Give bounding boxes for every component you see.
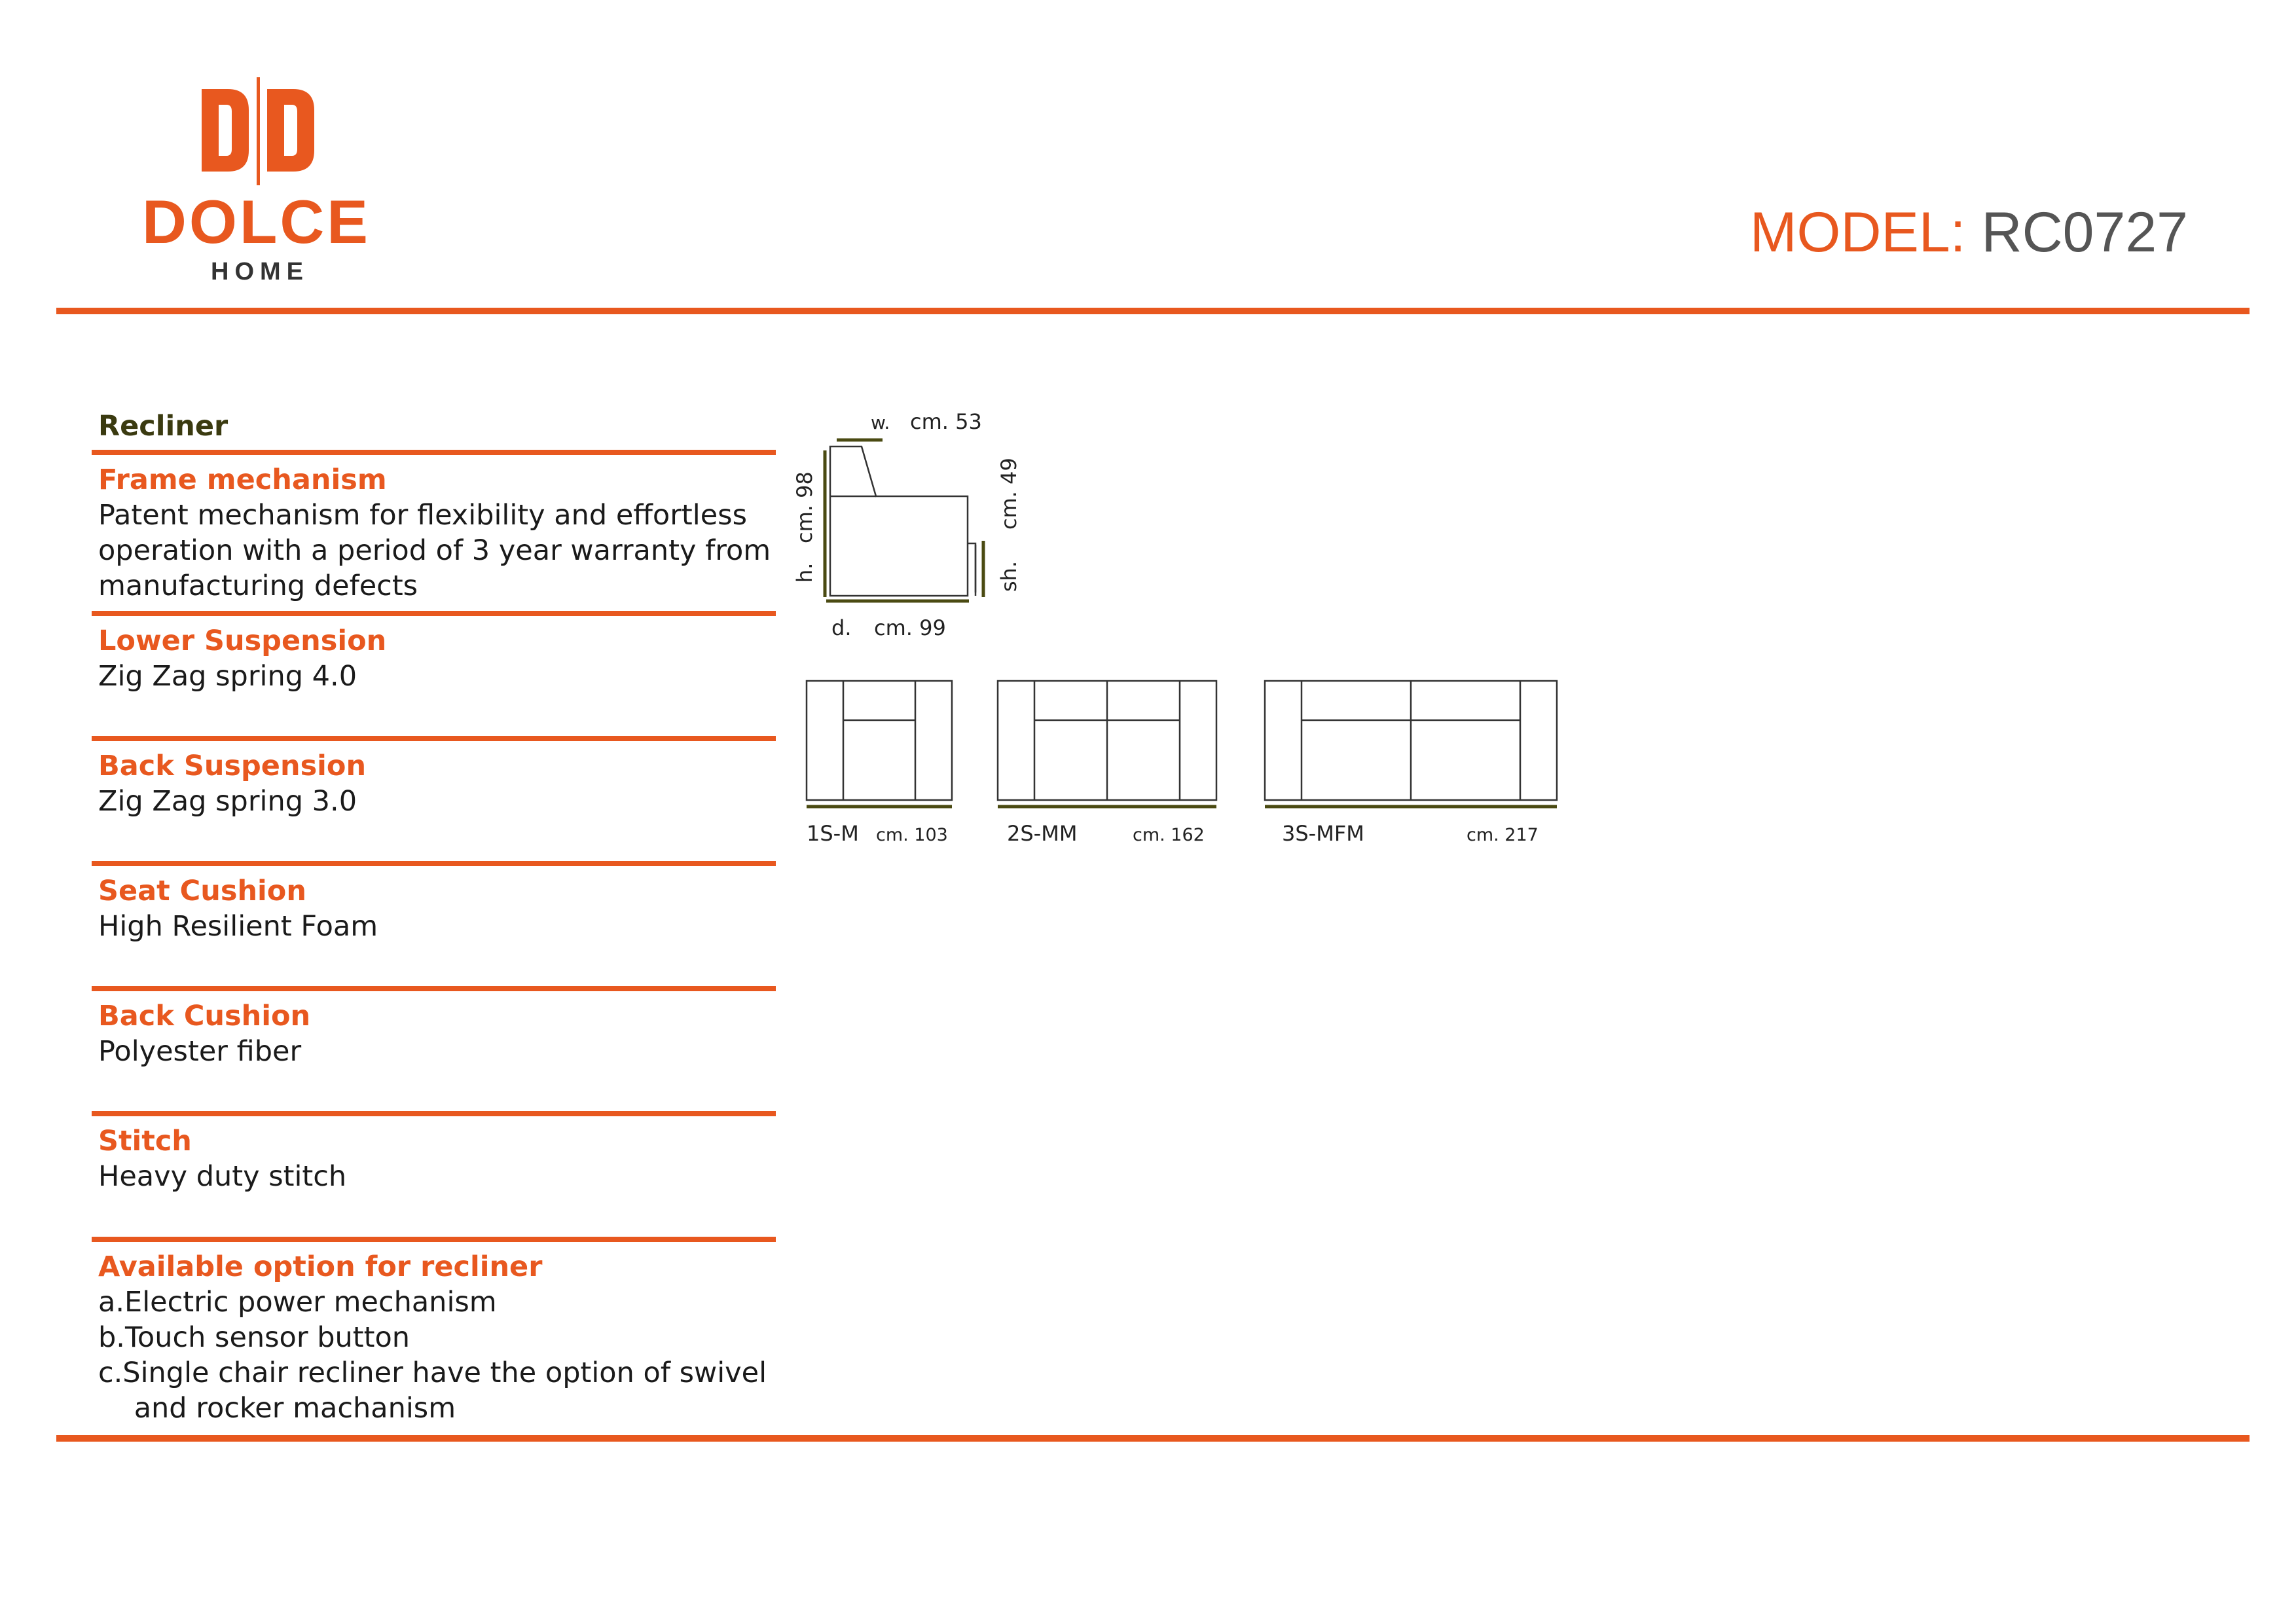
dimension-seat-height-value: cm. 49 (996, 458, 1021, 530)
brand-logo (196, 77, 321, 185)
dolce-monogram-icon (196, 77, 321, 185)
model-value: RC0727 (1981, 201, 2188, 264)
section-body-frame: Patent mechanism for flexibility and effortless operation with a period of 3 year warranty from manufacturing defects (98, 499, 771, 602)
dimension-height-value: cm. 98 (792, 471, 817, 543)
config-code: 1S-M (807, 821, 859, 846)
section-body-options: a.Electric power mechanism b.Touch sensor button c.Single chair recliner have the option of swivel and rocker machanism (98, 1286, 767, 1425)
recliner-side-profile-diagram (779, 393, 1054, 655)
dimension-width-value: cm. 53 (910, 409, 982, 434)
config-code: 3S-MFM (1282, 821, 1364, 846)
section-body-stitch: Heavy duty stitch (98, 1160, 347, 1193)
section-rule (92, 736, 776, 741)
brand-name: DOLCE (142, 187, 371, 256)
config-width: cm. 217 (1467, 825, 1539, 845)
section-rule (92, 986, 776, 991)
section-title-back-cushion: Back Cushion (98, 1000, 311, 1032)
model-heading (1749, 201, 2188, 264)
config-1s-m-outline (807, 681, 952, 800)
section-rule (92, 1111, 776, 1116)
section-body-back-suspension: Zig Zag spring 3.0 (98, 785, 357, 818)
section-body-seat-cushion: High Resilient Foam (98, 910, 378, 943)
section-rule (92, 611, 776, 616)
brand-subname: HOME (211, 258, 309, 285)
footer-rule (56, 1435, 2250, 1442)
section-rule (92, 450, 776, 455)
header-rule (56, 308, 2250, 314)
config-2s-mm-outline (998, 681, 1216, 800)
config-code: 2S-MM (1007, 821, 1078, 846)
section-body-lower-suspension: Zig Zag spring 4.0 (98, 660, 357, 693)
section-body-back-cushion: Polyester fiber (98, 1035, 302, 1068)
section-rule (92, 1237, 776, 1242)
product-title: Recliner (98, 410, 228, 443)
section-title-options: Available option for recliner (98, 1250, 543, 1283)
model-label: MODEL: (1749, 201, 1966, 264)
dimension-depth-value: cm. 99 (874, 615, 946, 640)
config-width: cm. 103 (876, 825, 948, 845)
section-title-frame: Frame mechanism (98, 464, 387, 496)
configurations-diagram (799, 674, 1571, 864)
config-width: cm. 162 (1133, 825, 1205, 845)
section-title-seat-cushion: Seat Cushion (98, 875, 306, 907)
dimension-height-prefix: h. (792, 562, 817, 583)
dimension-width-prefix: w. (871, 412, 890, 433)
dimension-seat-height-prefix: sh. (996, 560, 1021, 592)
section-title-back-suspension: Back Suspension (98, 750, 367, 782)
section-title-stitch: Stitch (98, 1125, 192, 1158)
section-rule (92, 861, 776, 866)
dimension-depth-prefix: d. (831, 615, 852, 640)
section-title-lower-suspension: Lower Suspension (98, 625, 387, 657)
config-3s-mfm-outline (1265, 681, 1557, 800)
